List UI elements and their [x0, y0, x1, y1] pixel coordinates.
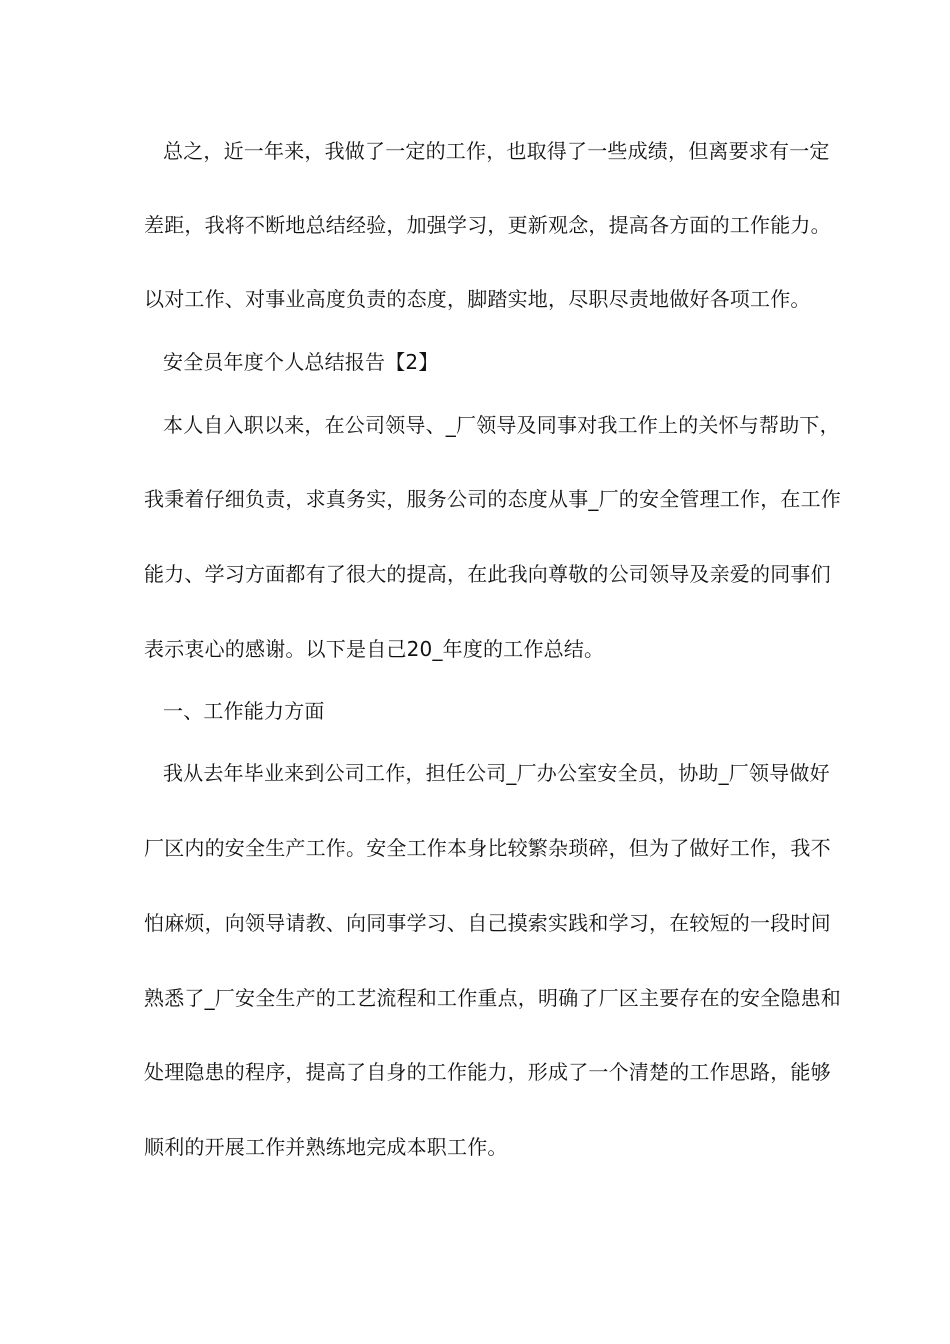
paragraph-line: 我秉着仔细负责，求真务实，服务公司的态度从事_厂的安全管理工作，在工作 — [144, 487, 841, 511]
subsection-heading: 一、工作能力方面 — [163, 699, 325, 723]
paragraph-line: 熟悉了_厂安全生产的工艺流程和工作重点，明确了厂区主要存在的安全隐患和 — [144, 986, 841, 1010]
paragraph-line: 我从去年毕业来到公司工作，担任公司_厂办公室安全员，协助_厂领导做好 — [163, 761, 830, 785]
paragraph-line: 处理隐患的程序，提高了自身的工作能力，形成了一个清楚的工作思路，能够 — [144, 1060, 831, 1084]
paragraph-line: 本人自入职以来，在公司领导、_厂领导及同事对我工作上的关怀与帮助下， — [163, 413, 840, 437]
paragraph-line: 能力、学习方面都有了很大的提高，在此我向尊敬的公司领导及亲爱的同事们 — [144, 562, 831, 586]
paragraph-line: 厂区内的安全生产工作。安全工作本身比较繁杂琐碎，但为了做好工作，我不 — [144, 836, 831, 860]
paragraph-line: 差距，我将不断地总结经验，加强学习，更新观念，提高各方面的工作能力。 — [144, 213, 831, 237]
paragraph-line: 以对工作、对事业高度负责的态度，脚踏实地，尽职尽责地做好各项工作。 — [144, 287, 811, 311]
paragraph-line: 总之，近一年来，我做了一定的工作，也取得了一些成绩，但离要求有一定 — [163, 139, 830, 163]
paragraph-line: 顺利的开展工作并熟练地完成本职工作。 — [144, 1135, 508, 1159]
paragraph-line: 表示衷心的感谢。以下是自己20_年度的工作总结。 — [144, 637, 605, 661]
paragraph-line: 怕麻烦，向领导请教、向同事学习、自己摸索实践和学习，在较短的一段时间 — [144, 911, 831, 935]
section-heading: 安全员年度个人总结报告【2】 — [163, 350, 439, 374]
